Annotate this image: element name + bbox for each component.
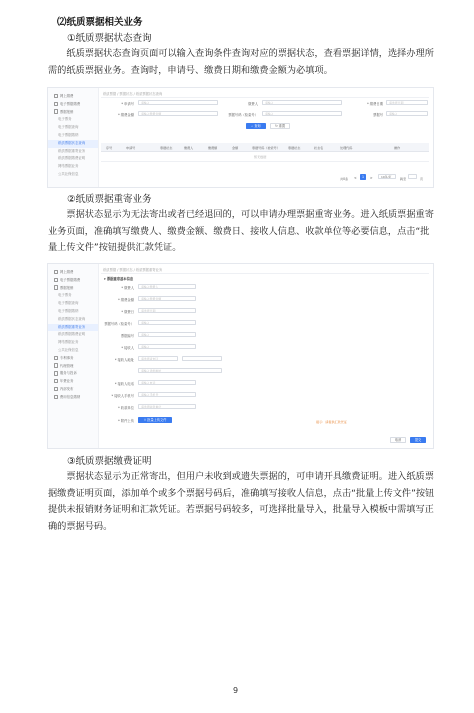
sidebar-item[interactable]: 电子票据缴纳 [58,132,79,137]
sidebar-item[interactable]: 网络票据业务 [58,340,79,345]
subsection-title-3: ③纸质票据缴费证明 [67,456,152,467]
page-jump-input[interactable] [408,174,417,179]
sidebar-item[interactable]: 网络票据业务 [58,164,79,169]
pagination-page-label: 页 [420,177,424,181]
field-label: * 申请号 [121,102,134,106]
menu-icon [54,363,58,367]
collapse-icon: ▾ [104,277,106,281]
upload-icon: ⇪ [143,418,147,422]
empty-state-text: 暂无数据 [254,155,267,159]
sidebar-item[interactable]: 纸质票据缴费证明 [58,332,86,337]
sidebar-item[interactable]: 电子票据缴费 [48,277,98,285]
sidebar [48,264,99,448]
field-label: * 缴费金额 [118,298,134,302]
screenshot-status-query [47,87,434,188]
pagination-prev[interactable]: < [354,176,357,180]
search-icon: ⌕ [251,124,254,128]
sidebar-item[interactable]: 票据报销 [48,285,98,293]
menu-icon [54,278,58,282]
ticket-code-input[interactable]: 请输入 [262,111,342,116]
cancel-button[interactable]: 取消 [390,437,406,443]
column-header: 票据状态 [160,146,173,150]
column-header: 票据状态 [288,146,301,150]
payment-date-input[interactable]: 请选择日期 [138,308,196,313]
sidebar-item[interactable]: 电子票据查询 [58,125,79,130]
payee-unit-select[interactable]: 请选择收款单位 [138,404,196,409]
application-number-input[interactable]: 请输入 [138,100,218,105]
sidebar-item[interactable]: 电子票据缴费 [48,101,98,109]
ticket-code-input[interactable]: 请输入 [138,320,196,325]
ticket-number-input[interactable]: 请输入 [386,111,428,116]
field-label: * 接收人电话 [114,382,134,386]
breadcrumb: 纸质票据 / 票据状态 / 纸质票据重寄业务 [103,268,163,272]
search-button[interactable]: ⌕ 查询 [246,123,266,129]
field-label: * 接收人地址 [114,358,134,362]
region-select-2[interactable] [182,356,222,361]
sidebar-item[interactable]: 公共社保信息 [58,347,79,352]
sidebar-item[interactable]: 年费业务 [48,378,98,386]
field-label: * 接收人 [121,346,134,350]
sidebar-item[interactable]: 网上缴费 [48,269,98,277]
menu-icon [54,109,58,113]
sidebar [48,88,99,187]
sidebar-item[interactable]: 电子票据缴纳 [58,308,79,313]
menu-icon [54,270,58,274]
sidebar-item[interactable]: 服务与投诉 [48,370,98,378]
sidebar-item[interactable]: 电子票务 [58,117,72,122]
menu-icon [54,371,58,375]
column-header: 金额 [232,146,239,150]
receiver-mobile-input[interactable]: 请输入手机号 [138,392,196,397]
sidebar-item[interactable]: 公共社保信息 [58,171,79,176]
sidebar-item[interactable]: 代理管理 [48,363,98,371]
column-header: 缴费人 [184,146,194,150]
sidebar-item[interactable]: 电子票务 [58,293,72,298]
sidebar-item[interactable]: 费用信息缴纳 [48,394,98,402]
reset-button[interactable]: ↻ 重置 [270,123,290,129]
batch-upload-button[interactable]: ⇪ 批量上传文件 [138,417,172,423]
menu-icon [54,395,58,399]
form-section-header: ▾ 票据重寄基本信息 [104,277,134,281]
menu-icon [54,102,58,106]
paragraph-2: 票据状态显示为无法寄出或者已经退回的，可以申请办理票据重寄业务。进入纸质票据重寄业务页面，准确填写缴费人、缴费金额、缴费日、接收人信息、收款单位等必要信息，点击“批量上传文件”按钮提供汇款凭证。 [48,209,434,253]
sidebar-item[interactable]: 电子票据查询 [58,301,79,306]
menu-icon [54,387,58,391]
sidebar-item[interactable]: 纸质票据缴费证明 [58,156,86,161]
sidebar-item-active[interactable]: 纸质票据状态查询 [48,140,98,148]
page-size-select[interactable]: 10条/页 [378,174,396,179]
sidebar-item-active[interactable]: 纸质票据重寄业务 [48,324,98,332]
field-label: * 附件上传 [118,419,134,423]
sidebar-item[interactable]: 纸质票据重寄业务 [58,148,86,153]
column-header: 序号 [106,146,113,150]
upload-hint: 提示：请提供汇款凭证 [316,420,347,424]
payer-input[interactable]: 请输入 [262,100,342,105]
sidebar-item[interactable]: 内部发布 [48,386,98,394]
field-label: 缴费人 [248,102,258,106]
paragraph-1: 纸质票据状态查询页面可以输入查询条件查询对应的票据状态，查看票据详情，选择办理所需的纸质票据业务。查询时，申请号、缴费日期和缴费金额为必填项。 [48,48,434,76]
pagination-page[interactable]: 1 [361,175,365,179]
sidebar-item[interactable]: 纸质票据状态查询 [58,316,86,321]
column-header: 缴费额 [208,146,218,150]
menu-icon [54,285,58,289]
column-header: 状态名 [314,146,324,150]
column-header: 票据号码（检索号） [252,146,280,150]
field-label: * 缴费金额 [118,113,134,117]
field-label: * 缴费人 [121,286,134,290]
pagination-jump-label: 跳至 [400,177,407,181]
field-label: 票据编号 [120,334,134,338]
pagination-total: 共0条 [340,177,349,181]
page-number: 9 [233,686,239,695]
field-label: 票据号 [373,113,383,117]
subsection-title-2: ②纸质票据重寄业务 [67,194,152,205]
column-header: 操作 [394,146,401,150]
payment-amount-input[interactable]: 请输入缴费金额 [138,111,218,116]
menu-icon [54,379,58,383]
address-detail-input[interactable]: 请输入详细地址 [138,368,222,373]
field-label: * 接收人手机号 [111,394,134,398]
pagination-next[interactable]: > [370,176,373,180]
column-header: 申请号 [126,146,136,150]
sidebar-item[interactable]: 票据报销 [48,109,98,117]
reset-icon: ↻ [274,124,278,128]
subsection-title-1: ①纸质票据状态查询 [67,33,152,44]
payment-amount-input[interactable]: 请输入缴费金额 [138,296,196,301]
field-label: 票据号码（检索号） [228,113,258,117]
ticket-number-input[interactable]: 请输入 [138,332,196,337]
receiver-input[interactable]: 请输入 [138,344,196,349]
section-title: ⑵纸质票据相关业务 [57,17,143,28]
breadcrumb: 纸质票据 / 票据状态 / 纸质票据状态查询 [103,92,163,96]
menu-icon [54,94,58,98]
receiver-phone-input[interactable]: 请输入电话 [138,380,196,385]
region-select[interactable]: 请选择省市区 [138,356,178,361]
field-label: 票据号码（检索号） [104,322,134,326]
menu-icon [54,356,58,360]
screenshot-reissue-form [47,263,434,449]
field-label: * 缴费日 [121,310,134,314]
payment-date-input[interactable]: 请选择日期 [386,100,428,105]
sidebar-item[interactable]: 网上缴费 [48,93,98,101]
field-label: * 缴费日期 [367,102,383,106]
sidebar-item[interactable]: 专利事务 [48,355,98,363]
field-label: * 收款单位 [118,406,134,410]
payer-input[interactable]: 请输入缴费人 [138,284,196,289]
column-header: 处理代码 [340,146,353,150]
submit-button[interactable]: 提交 [410,437,426,443]
paragraph-3: 票据状态显示为正常寄出，但用户未收到或遗失票据的，可申请开具缴费证明。进入纸质票据缴费证明页面，添加单个或多个票据号码后，准确填写接收人信息，点击“批量上传文件”按钮提供未报销财务证明和汇款凭证。若票据号码较多，可选择批量导入，批量导入模板中需填写正确的票据号码。 [48,471,435,532]
